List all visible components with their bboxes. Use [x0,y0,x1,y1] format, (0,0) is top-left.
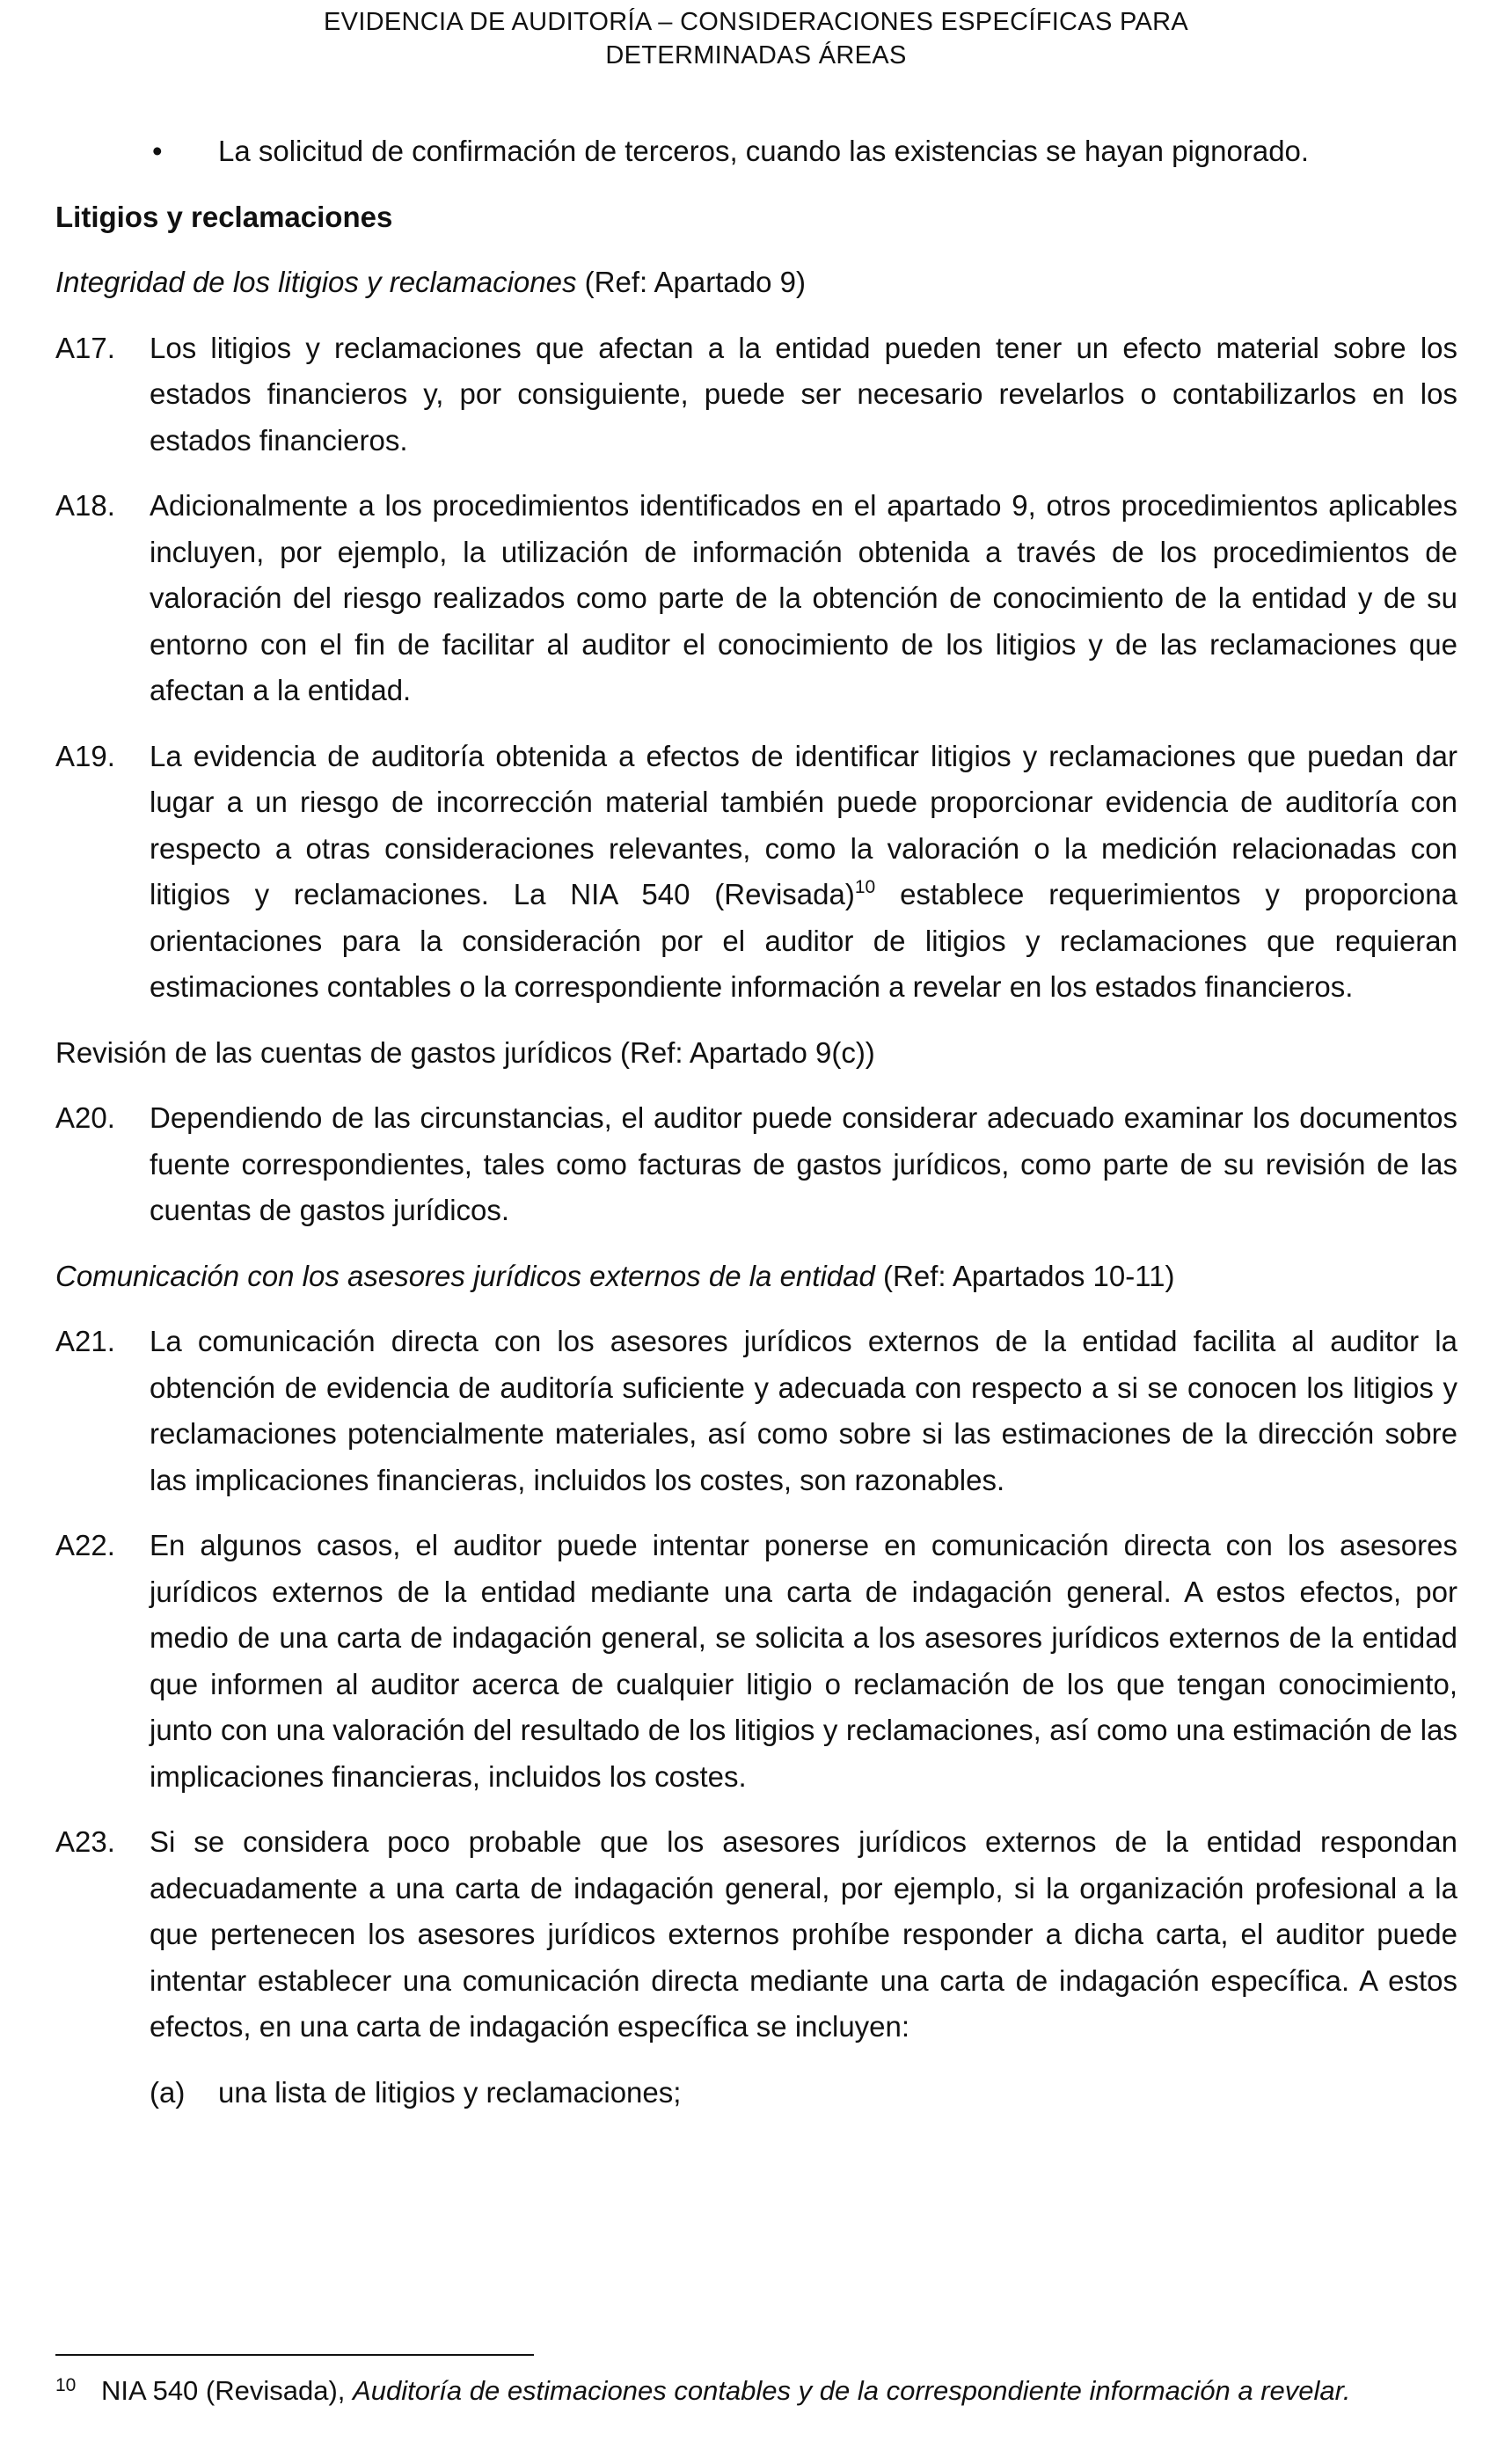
subheading-comunicacion [55,1254,1457,1300]
paragraph-text [150,734,1457,1011]
paragraph-text: Los litigios y reclamaciones que afectan a la entidad pueden tener un efecto material sobre los estados financieros y, por consiguiente, puede ser necesario revelarlos o contabilizarlos en los estados financieros. [150,331,1457,457]
paragraph-text: En algunos casos, el auditor puede intentar ponerse en comunicación directa con los asesores jurídicos externos de la entidad mediante una carta de indagación general. A estos efectos, por medio de una carta de indagación general, se solicita a los asesores jurídicos externos de la entidad que informen al auditor acerca de cualquier litigio o reclamación de los que tengan conocimiento, junto con una valoración del resultado de los litigios y reclamaciones, así como una estimación de las implicaciones financieras, incluidos los costes. [150,1529,1457,1793]
footnote-reference[interactable]: 10 [854,877,876,897]
list-item-text: una lista de litigios y reclamaciones; [218,2075,682,2109]
body-content [55,128,1457,2135]
paragraph-number: A20. [55,1101,115,1134]
paragraph-text-before: La evidencia de auditoría obtenida a efectos de identificar litigios y reclamaciones que puedan dar lugar a un riesgo de incorrección material también puede proporcionar evidencia de auditoría con respecto a otras consideraciones relevantes, como la valoración o la medición relacionadas con litigios y reclamaciones. La NIA 540 (Revisada) [150,739,1457,910]
paragraph-a21 [55,1319,1457,1503]
subheading-italic: Integridad de los litigios y reclamaciones [55,266,577,298]
header-line-1: EVIDENCIA DE AUDITORÍA – CONSIDERACIONES ESPECÍFICAS PARA [324,8,1188,36]
paragraph-a17 [55,325,1457,464]
paragraph-a19 [55,734,1457,1011]
subheading-italic: Comunicación con los asesores jurídicos externos de la entidad [55,1259,875,1292]
footnote-text [101,2372,1350,2410]
paragraph-text: Dependiendo de las circunstancias, el auditor puede considerar adecuado examinar los documentos fuente correspondientes, tales como facturas de gastos jurídicos, como parte de su revisión de las cuentas de gastos jurídicos. [150,1101,1457,1226]
paragraph-number: A17. [55,331,115,364]
bullet-mark: • [152,135,163,167]
footnote-number: 10 [55,2375,77,2395]
paragraph-number: A22. [55,1529,115,1561]
subheading-ref: (Ref: Apartado 9) [576,266,806,298]
section-title: Litigios y reclamaciones [55,200,393,233]
bullet-text: La solicitud de confirmación de terceros, cuando las existencias se hayan pignorado. [218,135,1310,167]
paragraph-text: Adicionalmente a los procedimientos identificados en el apartado 9, otros procedimientos aplicables incluyen, por ejemplo, la utilización de información obtenida a través de los procedimientos de valoración del riesgo realizados como parte de la obtención de conocimiento de la entidad y de su entorno con el fin de facilitar al auditor el conocimiento de los litigios y de las reclamaciones que afectan a la entidad. [150,489,1457,706]
paragraph-text: La comunicación directa con los asesores jurídicos externos de la entidad facilita al auditor la obtención de evidencia de auditoría suficiente y adecuada con respecto a si se conocen los litigios y reclamaciones potencialmente materiales, así como sobre si las estimaciones de la dirección sobre las implicaciones financieras, incluidos los costes, son razonables. [150,1325,1457,1496]
subheading-integridad [55,260,1457,306]
paragraph-a23 [55,1819,1457,2051]
list-item-label: (a) [150,2075,186,2109]
list-item-a [55,2070,1457,2117]
paragraph-number: A23. [55,1825,115,1858]
paragraph-number: A19. [55,739,115,772]
paragraph-a18 [55,483,1457,714]
paragraph-a20 [55,1095,1457,1234]
paragraph-text: Si se considera poco probable que los asesores jurídicos externos de la entidad respondan adecuadamente a una carta de indagación general, por ejemplo, si la organización profesional a la que pertenecen los asesores jurídicos externos prohíbe responder a dicha carta, el auditor puede intentar establecer una comunicación directa mediante una carta de indagación específica. A estos efectos, en una carta de indagación específica se incluyen: [150,1825,1457,2043]
paragraph-number: A21. [55,1325,115,1357]
paragraph-text-after: establece requerimientos y proporciona orientaciones para la consideración por el auditor de litigios y reclamaciones que requieran estimaciones contables o la correspondiente información a revelar en los estados financieros. [150,878,1457,1003]
footnote-divider [55,2354,534,2356]
paragraph-a22 [55,1523,1457,1800]
subheading-ref: (Ref: Apartados 10-11) [874,1259,1175,1292]
subheading-gastos-juridicos: Revisión de las cuentas de gastos jurídicos (Ref: Apartado 9(c)) [55,1035,875,1069]
paragraph-number: A18. [55,489,115,522]
footnote-plain: NIA 540 (Revisada), [101,2375,354,2406]
header-line-2: DETERMINADAS ÁREAS [605,41,907,69]
running-header [0,5,1512,72]
footnote-italic: Auditoría de estimaciones contables y de la correspondiente información a revelar. [353,2375,1351,2406]
bullet-item [55,128,1457,175]
